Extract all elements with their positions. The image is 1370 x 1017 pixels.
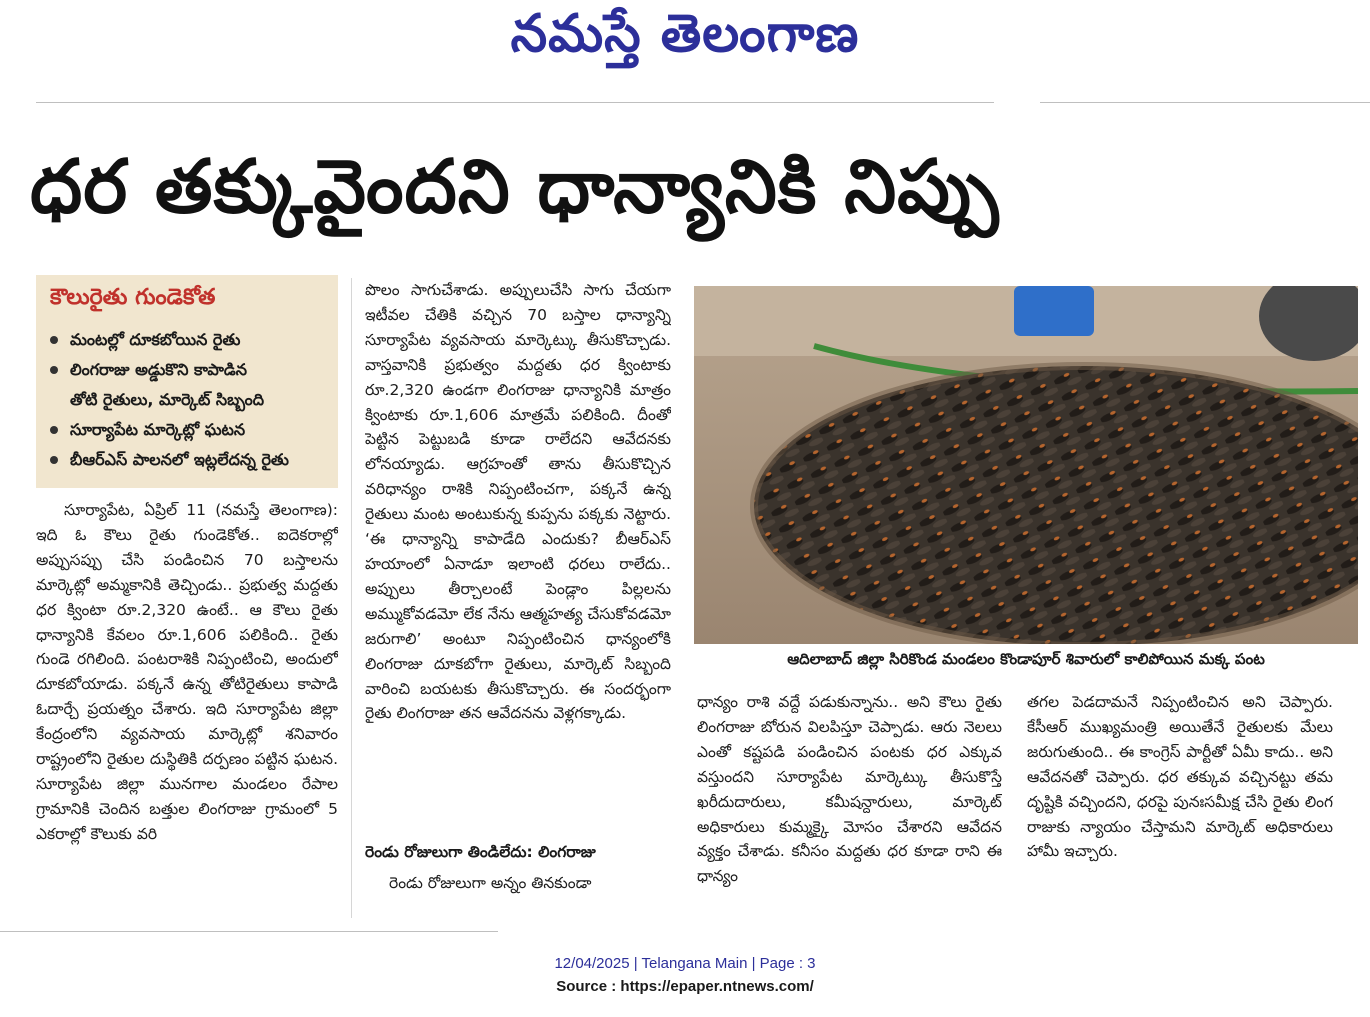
bullet-icon (50, 456, 58, 464)
masthead-logo: నమస్తే తెలంగాణ (510, 4, 860, 64)
headline: ధర తక్కువైందని ధాన్యానికి నిప్పు (30, 144, 1000, 230)
column-2-subhead: రెండు రోజులుగా తిండిలేదు: లింగరాజు (365, 843, 596, 861)
article-column-2 (365, 278, 671, 918)
highlight-item: సూర్యాపేట మార్కెట్లో ఘటన (50, 415, 289, 445)
highlights-list (50, 325, 289, 475)
highlight-item: తోటి రైతులు, మార్కెట్ సిబ్బంది (70, 390, 264, 409)
footer-divider (0, 931, 498, 932)
bullet-icon (50, 366, 58, 374)
footer-source-link[interactable]: Source : https://epaper.ntnews.com/ (556, 978, 814, 995)
article-column-1 (36, 498, 338, 914)
article-column-3 (697, 690, 1002, 920)
article-column-4 (1027, 690, 1333, 920)
burnt-maize-photo (694, 286, 1358, 644)
highlight-item: మంటల్లో దూకబోయిన రైతు (50, 325, 289, 355)
masthead-divider-right (1040, 102, 1370, 103)
column-4-text: తగల పెడదామనే నిప్పంటించిన అని చెప్పారు. కేసీఆర్ ముఖ్యమంత్రి అయితేనే రైతులకు మేలు జరుగుతుంది.. ఈ కాంగ్రెస్ పార్టీతో ఏమీ కాదు.. అని ఆవేదనతో చెప్పారు. ధర తక్కువ వచ్చినట్టు తమ దృష్టికి వచ్చిందని, ధరపై పునఃసమీక్ష చేసి రైతు లింగ రాజుకు న్యాయం చేస్తామని మార్కెట్ అధికారులు హామీ ఇచ్చారు. (1027, 693, 1333, 861)
column-2-tail: రెండు రోజులుగా అన్నం తినకుండా (389, 873, 592, 892)
news-photo (694, 286, 1358, 644)
column-2-text: పొలం సాగుచేశాడు. అప్పులుచేసి సాగు చేయగా ఇటీవల చేతికి వచ్చిన 70 బస్తాల ధాన్యాన్ని సూర్యాపేట వ్యవసాయ మార్కెట్కు తీసుకొచ్చాడు. వాస్తవానికి ప్రభుత్వం మద్దతు ధర క్వింటాకు రూ.2,320 ఉండగా లింగరాజు ధాన్యానికి మాత్రం క్వింటాకు రూ.1,606 మాత్రమే పలికింది. దీంతో పెట్టిన పెట్టుబడి కూడా రాలేదని ఆవేదనకు లోనయ్యాడు. ఆగ్రహంతో తాను తీసుకొచ్చిన వరిధాన్యం రాశికి నిప్పంటించగా, పక్కనే ఉన్న రైతులు మంట అంటుకున్న కుప్పను పక్కకు నెట్టారు. ‘ఈ ధాన్యాన్ని కాపాడేది ఎందుకు? బీఆర్ఎస్ హయాంలో ఏనాడూ ఇలాంటి ధరలు రాలేదు.. అప్పులు తీర్చాలంటే పెండ్లాం పిల్లలను అమ్ముకోవడమో లేక నేను ఆత్మహత్య చేసుకోవడమో జరుగాలి’ అంటూ నిప్పంటించిన ధాన్యంలోకి లింగరాజు దూకబోగా రైతులు, మార్కెట్ సిబ్బంది వారించి బయటకు తీసుకొచ్చారు. ఈ సందర్భంగా రైతు లింగరాజు తన ఆవేదనను వెళ్లగక్కాడు. (365, 281, 671, 723)
column-divider (351, 278, 352, 918)
masthead-divider-left (36, 102, 994, 103)
photo-caption: ఆదిలాబాద్ జిల్లా సిరికొండ మండలం కొండాపూర్ శివారులో కాలిపోయిన మక్క పంట (787, 650, 1265, 668)
highlights-box (36, 275, 338, 488)
column-1-text: సూర్యాపేట, ఏప్రిల్ 11 (నమస్తే తెలంగాణ): ఇది ఓ కౌలు రైతు గుండెకోత.. ఐదెకరాల్లో అప్పుసప్పు చేసి పండించిన 70 బస్తాలను మార్కెట్లో అమ్మకానికి తెచ్చిండు.. ప్రభుత్వ మద్దతు ధర క్వింటా రూ.2,320 ఉంటే.. ఆ కౌలు రైతు ధాన్యానికి కేవలం రూ.1,606 పలికింది.. రైతు గుండె రగిలింది. పంటరాశికి నిప్పంటించి, అందులో దూకబోయాడు. పక్కనే ఉన్న తోటిరైతులు కాపాడి ఓదార్చే ప్రయత్నం చేశారు. ఇది సూర్యాపేట జిల్లా కేంద్రంలోని వ్యవసాయ మార్కెట్లో శనివారం రాష్ట్రంలోని రైతుల దుస్థితికి దర్పణం పట్టిన ఘటన. సూర్యాపేట జిల్లా మునగాల మండలం రేపాల గ్రామానికి చెందిన బత్తుల లింగరాజు గ్రామంలో 5 ఎకరాల్లో కౌలుకు వరి (36, 501, 338, 843)
highlight-item: బీఆర్ఎస్ పాలనలో ఇట్లలేదన్న రైతు (50, 445, 289, 475)
highlights-title: కౌలురైతు గుండెకోత (50, 285, 216, 310)
column-3-text: ధాన్యం రాశి వద్దే పడుకున్నాను.. అని కౌలు రైతు లింగరాజు బోరున విలపిస్తూ చెప్పాడు. ఆరు నెలలు ఎంతో కష్టపడి పండించిన పంటకు ధర ఎక్కువ వస్తుందని సూర్యాపేట మార్కెట్కు తీసుకొస్తే ఖరీదుదారులు, కమీషన్దారులు, మార్కెట్ అధికారులు కుమ్మక్కై మోసం చేశారని ఆవేదన వ్యక్తం చేశాడు. కనీసం మద్దతు ధర కూడా రాని ఈ ధాన్యం (697, 693, 1002, 886)
bullet-icon (50, 426, 58, 434)
highlight-item: లింగరాజు అడ్డుకొని కాపాడిన (50, 355, 289, 385)
footer-date-edition: 12/04/2025 | Telangana Main | Page : 3 (554, 955, 816, 972)
bullet-icon (50, 336, 58, 344)
